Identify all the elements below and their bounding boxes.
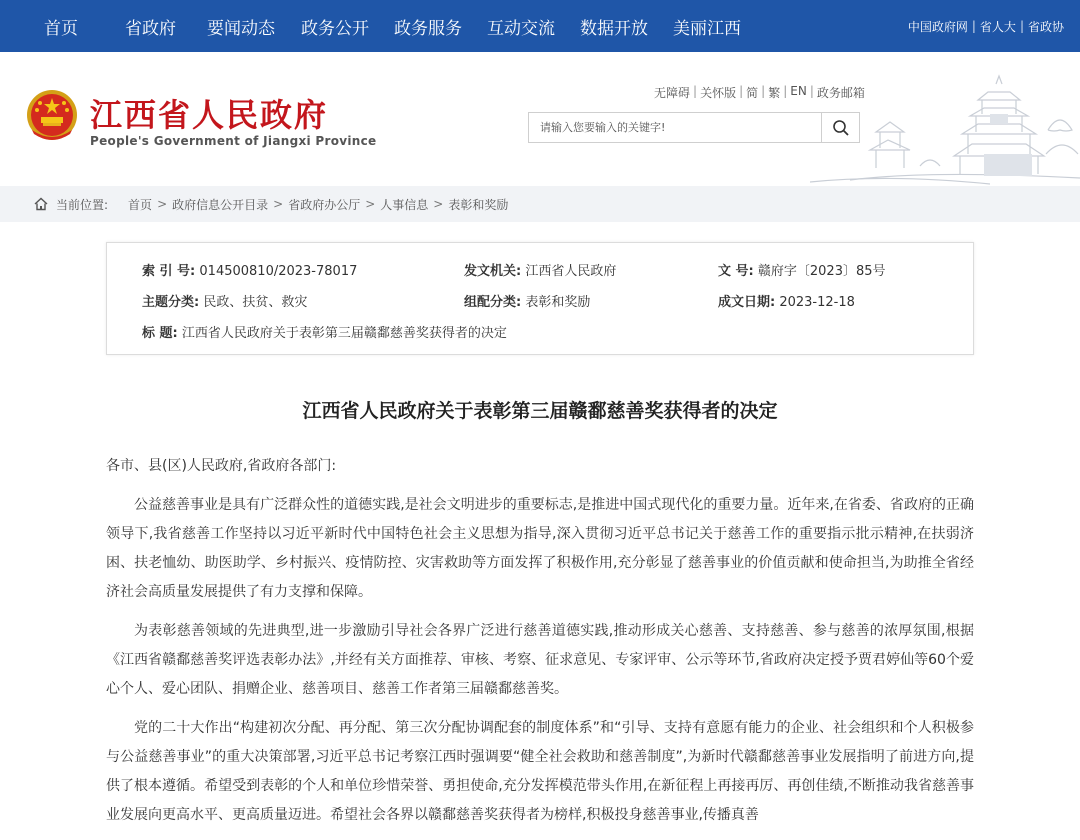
breadcrumb-separator: > [157,197,168,211]
separator: | [1019,19,1024,33]
link-simplified[interactable]: 简 [746,86,759,100]
site-subtitle: People's Government of Jiangxi Province [90,134,377,148]
nav-item-gov[interactable]: 省政府 [125,18,176,39]
meta-date-value: 2023-12-18 [779,295,855,310]
article-paragraph: 公益慈善事业是具有广泛群众性的道德实践,是社会文明进步的重要标志,是推进中国式现代化的重要力量。近年来,在省委、省政府的正确领导下,我省慈善工作坚持以习近平新时代中国特色社会主义思想为指导,深入贯彻习近平总书记关于慈善工作的重要指示批示精神,在扶弱济困、扶老恤幼、助医助学、乡村振兴、疫情防控、灾害救助等方面发挥了积极作用,充分彰显了慈善事业的价值贡献和使命担当,为助推全省经济社会高质量发展提供了有力支撑和保障。 [106,497,974,600]
meta-topic [142,291,307,310]
link-china-gov[interactable]: 中国政府网 [907,19,968,34]
meta-topic-label: 主题分类: [142,295,200,310]
meta-docno-value: 赣府字〔2023〕85号 [757,264,886,279]
meta-issuer-label: 发文机关: [464,264,522,279]
breadcrumb-item-home[interactable]: 首页 [128,197,153,212]
nav-item-services[interactable]: 政务服务 [394,18,462,39]
meta-title [142,322,507,341]
article-title: 江西省人民政府关于表彰第三届赣鄱慈善奖获得者的决定 [302,400,778,422]
meta-topic-value: 民政、扶贫、救灾 [203,295,308,310]
article-salutation: 各市、县(区)人民政府,省政府各部门: [106,458,337,474]
link-traditional[interactable]: 繁 [768,86,781,100]
search-input[interactable] [529,113,821,142]
separator: | [693,84,698,98]
home-icon [34,197,48,211]
breadcrumb-item-office[interactable]: 省政府办公厅 [288,197,361,212]
link-cppcc[interactable]: 省政协 [1027,19,1064,34]
meta-category-label: 组配分类: [464,295,522,310]
article-body [106,452,974,840]
national-emblem-icon [24,88,80,144]
breadcrumb-separator: > [273,197,284,211]
breadcrumb-item-awards[interactable]: 表彰和奖励 [448,197,509,212]
nav-item-home[interactable]: 首页 [44,18,78,39]
separator: | [761,84,766,98]
meta-index [142,260,357,279]
meta-index-value: 014500810/2023-78017 [199,264,358,279]
link-gov-mail[interactable]: 政务邮箱 [816,86,865,100]
separator: | [809,84,814,98]
separator: | [971,19,976,33]
meta-docno [718,260,886,279]
separator: | [739,84,744,98]
site-title[interactable]: 江西省人民政府 [90,96,329,134]
breadcrumb-separator: > [365,197,376,211]
meta-category-value: 表彰和奖励 [525,295,591,310]
meta-date-label: 成文日期: [718,295,776,310]
document-meta-box [106,242,974,355]
article-paragraph: 为表彰慈善领域的先进典型,进一步激励引导社会各界广泛进行慈善道德实践,推动形成关心慈善、支持慈善、参与慈善的浓厚氛围,根据《江西省赣鄱慈善奖评选表彰办法》,并经有关方面推荐、审核、考察、征求意见、专家评审、公示等环节,省政府决定授予贾君婷仙等60个爱心个人、爱心团队、捐赠企业、慈善项目、慈善工作者第三届赣鄱慈善奖。 [106,623,974,697]
breadcrumb-separator: > [433,197,444,211]
external-links [908,0,1064,52]
link-accessibility[interactable]: 无障碍 [654,86,691,100]
article-paragraph: 党的二十大作出“构建初次分配、再分配、第三次分配协调配套的制度体系”和“引导、支持有意愿有能力的企业、社会组织和个人积极参与公益慈善事业”的重大决策部署,习近平总书记考察江西时强调要“健全社会救助和慈善制度”,为新时代赣鄱慈善事业发展指明了前进方向,提供了根本遵循。希望受到表彰的个人和单位珍惜荣誉、勇担使命,充分发挥模范带头作用,在新征程上再接再厉、再创佳绩,不断推动我省慈善事业发展向更高水平、更高质量迈进。希望社会各界以赣鄱慈善奖获得者为榜样,积极投身慈善事业,传播真善 [106,720,974,823]
nav-item-interaction[interactable]: 互动交流 [487,18,555,39]
meta-docno-label: 文 号: [718,264,754,279]
main-nav [0,0,741,52]
meta-index-label: 索 引 号: [142,264,196,279]
meta-date [718,291,855,310]
breadcrumb-item-directory[interactable]: 政府信息公开目录 [172,197,269,212]
nav-item-open-data[interactable]: 数据开放 [580,18,648,39]
link-care-mode[interactable]: 关怀版 [700,86,737,100]
pavilion-illustration-icon [810,70,1080,186]
breadcrumb-item-personnel[interactable]: 人事信息 [380,197,429,212]
meta-title-value: 江西省人民政府关于表彰第三届赣鄱慈善奖获得者的决定 [181,326,507,341]
nav-item-open-gov[interactable]: 政务公开 [301,18,369,39]
top-nav-bar [0,0,1080,52]
nav-item-news[interactable]: 要闻动态 [207,18,275,39]
link-provincial-congress[interactable]: 省人大 [979,19,1016,34]
nav-item-beautiful-jiangxi[interactable]: 美丽江西 [673,18,741,39]
meta-issuer-value: 江西省人民政府 [525,264,617,279]
link-english[interactable]: EN [790,84,807,98]
breadcrumb [0,186,1080,222]
meta-title-label: 标 题: [142,326,178,341]
site-header [0,52,1080,186]
breadcrumb-label: 当前位置: [56,197,109,212]
separator: | [783,84,788,98]
meta-issuer [464,260,616,279]
meta-category [464,291,590,310]
